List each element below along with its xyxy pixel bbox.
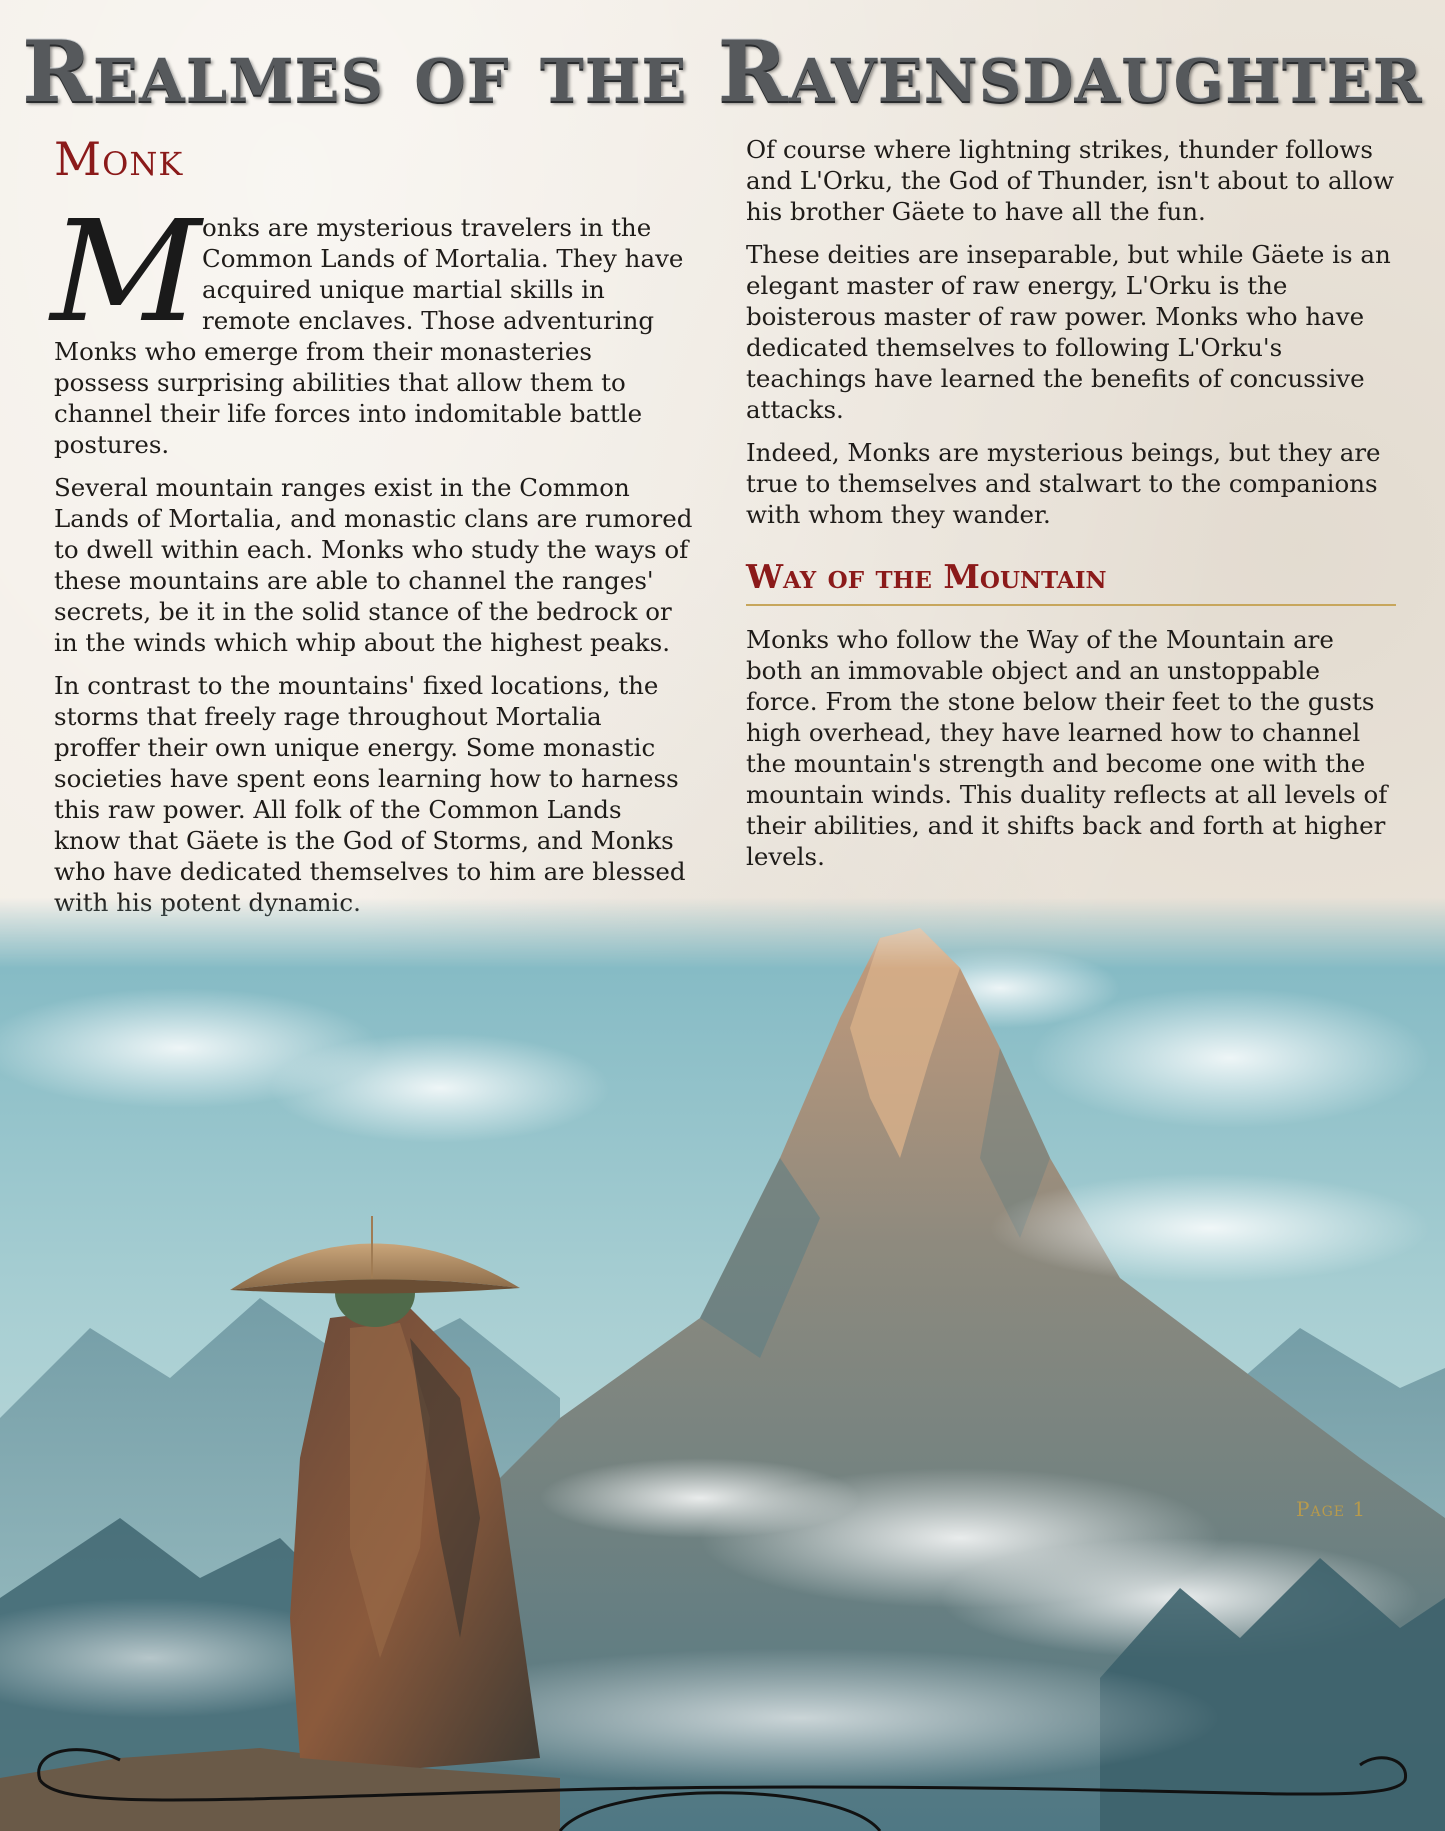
section-heading-monk: Monk [54,132,184,186]
paragraph-deities: These deities are inseparable, but while Gäete is an elegant master of raw energy, L'Orku is the boisterous master of raw power. Monks who have dedicated themselves to following L'Orku's teachings have learned the benefits of concussive attacks. [746,240,1391,424]
paragraph-way-of-the-mountain: Monks who follow the Way of the Mountain are both an immovable object and an unstoppable force. From the stone below their feet to the gusts high overhead, they have learned how to channel the mountain's strength and become one with the mountain winds. This duality reflects at all levels of their abilities, and it shifts back and forth at higher levels. [746,625,1388,871]
paragraph-intro-text: onks are mysterious travelers in the Common Lands of Mortalia. They have acquired unique martial skills in remote enclaves. Those adventuring Monks who emerge from their monasteries possess surprising abilities that allow them to channel their life forces into indomitable battle postures. [54,213,684,459]
page-footer-ornament [0,1720,1445,1831]
dropcap-letter: M [50,191,202,354]
mountain-scene-image [0,898,1445,1831]
monk-mountain-illustration [0,898,1445,1831]
paragraph-storms: In contrast to the mountains' fixed locations, the storms that freely rage throughout Mortalia proffer their own unique energy. Some monastic societies have spent eons learning how to harness this raw power. All folk of the Common Lands know that Gäete is the God of Storms, and Monks who have dedicated themselves to him are blessed [54,671,686,886]
paragraph-thunder: Of course where lightning strikes, thunder follows and L'Orku, the God of Thunder, isn't about to allow his brother Gäete to have all the fun. [746,135,1395,226]
paragraph-mountains: Several mountain ranges exist in the Common Lands of Mortalia, and monastic clans are rumored to dwell within each. Monks who study the ways of these mountains are able to channel the ranges' secrets, be it in the solid stance of the bedrock or in the winds which whip about the highest peaks. [54,473,693,657]
left-column [50,132,694,930]
section-heading-way-of-the-mountain: Way of the Mountain [746,556,1396,606]
document-title: Realmes of the Ravensdaughter [22,22,1423,121]
right-column [746,134,1396,884]
paragraph-mysterious: Indeed, Monks are mysterious beings, but they are true to themselves and stalwart to the companions with whom they wander. [746,438,1381,529]
page-number: Page 1 [1296,1497,1367,1521]
paragraph-intro [50,191,694,460]
